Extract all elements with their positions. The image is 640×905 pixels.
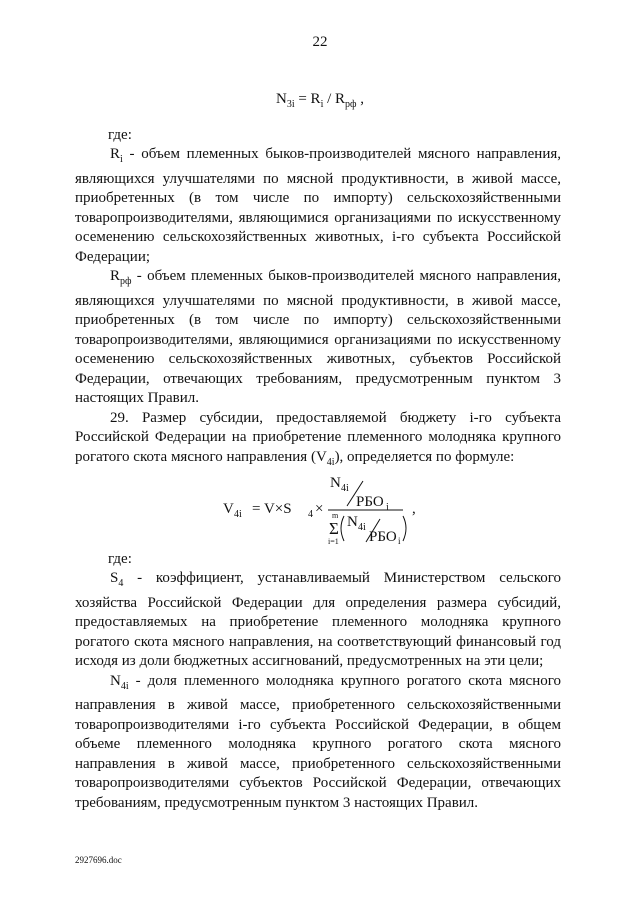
definition-rf xyxy=(75,267,561,409)
formula-v4i-sum: Σ xyxy=(329,519,339,538)
page-number: 22 xyxy=(312,34,328,50)
formula-v4i-times: × xyxy=(315,501,324,517)
definition-s4 xyxy=(75,569,561,672)
formula-n3i-eq: = R xyxy=(294,91,321,107)
definition-rf-symbol: R xyxy=(110,268,121,284)
formula-v4i-den-rbo-sub: i xyxy=(398,536,401,545)
definition-ri xyxy=(75,145,561,267)
formula-v4i-num-rbo: РБО xyxy=(356,494,384,510)
formula-n3i-slash: / R xyxy=(323,91,346,107)
definition-rf-sub: рф xyxy=(120,276,132,287)
formula-v4i-den-rbo: РБО xyxy=(369,529,397,545)
formula-v4i-sum-bottom: i=1 xyxy=(328,537,339,545)
definition-s4-text: - коэффициент, устанавливаемый Министерством сельского хозяйства Российской Федерации для определения размера субсидий, предоставляемых на приобретение племенного молодняка крупного рогатого скота мясного направления, на соответствующий финансовый год исходя из доли бюджетных ассигнований, предусмотренных на эти цели; xyxy=(75,570,561,669)
where-label-2: где: xyxy=(108,551,132,567)
where-label-1: где: xyxy=(108,127,132,143)
formula-v4i-den-n: N xyxy=(347,514,358,530)
formula-v4i-num-n-sub: 4i xyxy=(341,483,349,494)
formula-v4i-right-paren xyxy=(403,516,406,541)
formula-v4i-sum-top: m xyxy=(332,511,339,520)
definition-n4i xyxy=(75,672,561,814)
formula-v4i-num-n: N xyxy=(330,475,341,491)
definition-rf-text: - объем племенных быков-производителей мясного направления, являющихся улучшателями по мясной продуктивности, в живой массе, приобретенных (в том числе по импорту) сельскохозяйственными товаропроизводителями, являющимися организациями по искусственному осеменению сельскохозяйственных животных, субъектов Российской Федерации, отвечающих требованиям, предусмотренным пунктом 3 настоящих Правил. xyxy=(75,268,561,406)
definition-ri-sub: i xyxy=(120,154,123,165)
formula-n3i-rf-sub: рф xyxy=(345,99,357,110)
definitions-block-2 xyxy=(75,569,561,813)
definition-s4-sub: 4 xyxy=(118,578,124,589)
formula-n3i-ri-sub: i xyxy=(320,99,324,110)
document-filename: 2927696.doc xyxy=(75,855,122,865)
paragraph-29-end: ), определяется по формуле: xyxy=(334,448,515,465)
formula-v4i-end: , xyxy=(412,501,416,517)
paragraph-29-sub: 4i xyxy=(326,456,335,468)
formula-n3i-n-sub: 3i xyxy=(286,99,295,110)
formula-v4i-mid: = V×S xyxy=(252,501,292,517)
formula-v4i-left-paren xyxy=(341,516,344,541)
formula-n3i-n: N xyxy=(275,91,287,107)
formula-v4i-mid-sub: 4 xyxy=(308,509,313,520)
formula-n3i xyxy=(0,91,640,110)
definition-n4i-text: - доля племенного молодняка крупного рогатого скота мясного направления в живой массе, приобретенного сельскохозяйственными товаропроизводителями i-го субъекта Российской Федерации, в общем объеме племенного молодняка крупного рогатого скота мясного направления в живой массе, приобретенного сельскохозяйственными товаропроизводителями субъектов Российской Федерации, отвечающих требованиям, предусмотренным пунктом 3 настоящих Правил. xyxy=(75,672,561,811)
formula-v4i xyxy=(220,473,440,545)
formula-v4i-num-rbo-sub: i xyxy=(386,502,389,513)
definition-ri-text: - объем племенных быков-производителей мясного направления, являющихся улучшателями по мясной продуктивности, в живой массе, приобретенных (в том числе по импорту) сельскохозяйственными товаропроизводителями, являющимися организациями по искусственному осеменению сельскохозяйственных животных, i-го субъекта Российской Федерации; xyxy=(75,146,561,265)
formula-v4i-lhs: V xyxy=(223,501,234,517)
definition-ri-symbol: R xyxy=(110,146,121,162)
definitions-block-1 xyxy=(75,145,561,472)
definition-s4-symbol: S xyxy=(110,570,119,586)
paragraph-29-text: 29. Размер субсидии, предоставляемой бюджету i-го субъекта Российской Федерации на приобретение племенного молодняка крупного рогатого скота мясного направления (V xyxy=(75,409,561,465)
formula-n3i-end: , xyxy=(356,91,365,107)
definition-n4i-symbol: N xyxy=(110,672,121,689)
paragraph-29 xyxy=(75,409,561,473)
formula-v4i-den-n-sub: 4i xyxy=(358,522,366,533)
formula-v4i-lhs-sub: 4i xyxy=(234,509,242,520)
definition-n4i-sub: 4i xyxy=(120,680,129,692)
